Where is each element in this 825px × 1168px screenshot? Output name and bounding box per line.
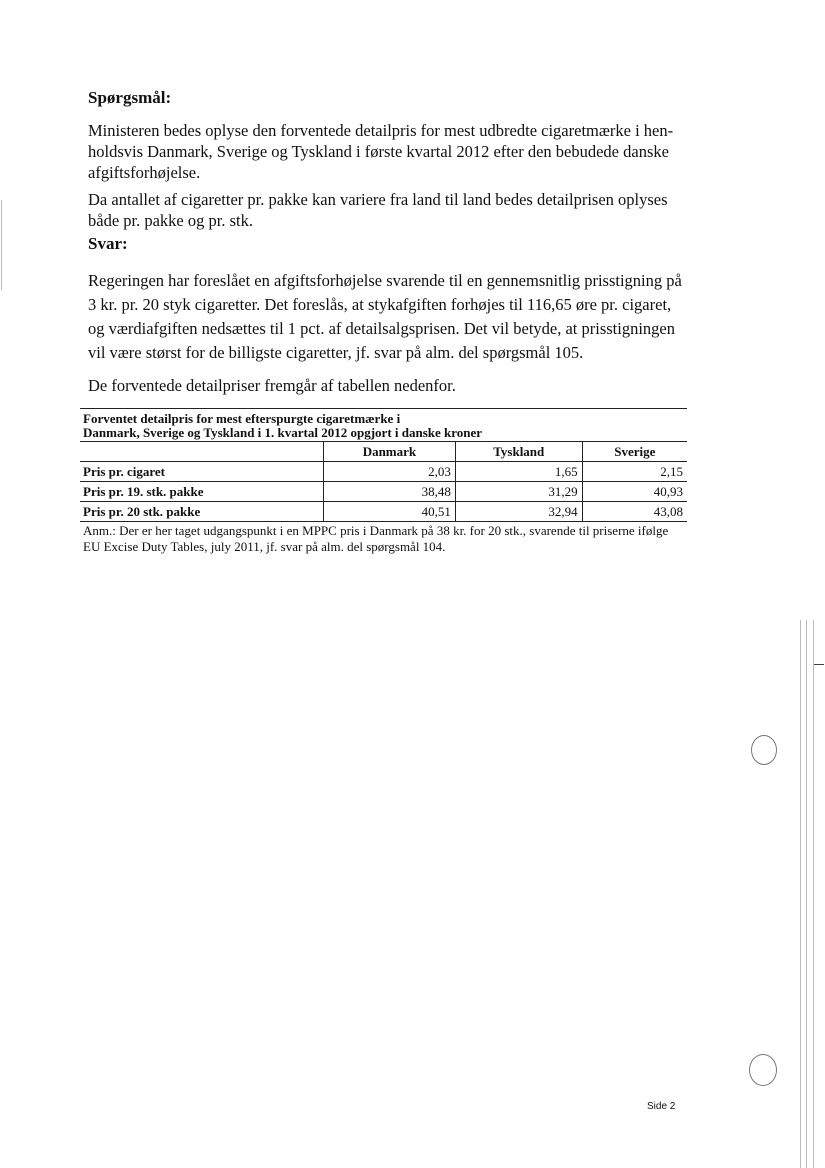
row-label: Pris pr. 19. stk. pakke bbox=[80, 482, 324, 502]
table-row bbox=[80, 502, 687, 522]
question-paragraph-1: Ministeren bedes oplyse den forventede detailpris for mest udbredte cigaretmærke i hen-holdsvis Danmark, Sverige og Tyskland i første kvartal 2012 efter den bebudede danske afgiftsforhøjelse. bbox=[88, 121, 674, 182]
scan-edge-line bbox=[813, 620, 814, 1168]
answer-heading: Svar: bbox=[88, 234, 128, 253]
cell-sverige: 43,08 bbox=[582, 502, 687, 522]
column-header-tyskland: Tyskland bbox=[455, 442, 582, 462]
cell-danmark: 2,03 bbox=[324, 462, 456, 482]
cell-tyskland: 1,65 bbox=[455, 462, 582, 482]
price-table-block bbox=[80, 408, 687, 555]
cell-danmark: 38,48 bbox=[324, 482, 456, 502]
column-header-danmark: Danmark bbox=[324, 442, 456, 462]
table-row bbox=[80, 462, 687, 482]
scan-edge-line bbox=[800, 620, 801, 1168]
cell-danmark: 40,51 bbox=[324, 502, 456, 522]
table-header-stub bbox=[80, 442, 324, 462]
scan-edge-line bbox=[806, 620, 807, 1168]
scan-edge-left bbox=[1, 200, 2, 290]
cell-sverige: 40,93 bbox=[582, 482, 687, 502]
table-caption-line-1: Forventet detailpris for mest efterspurgte cigaretmærke i bbox=[83, 411, 401, 426]
scan-margin-tick bbox=[814, 664, 824, 665]
question-heading: Spørgsmål: bbox=[88, 88, 172, 107]
answer-paragraph-1: Regeringen har foreslået en afgiftsforhøjelse svarende til en gennemsnitlig prisstigning på 3 kr. pr. 20 styk cigaretter. Det foreslås, at stykafgiften forhøjes til 116,65 øre pr. cigaret, og værdiafgiften nedsættes til 1 pct. af detailsalgsprisen. Det vil betyde, at prisstigningen vil være størst for de billigste cigaretter, jf. svar på alm. del spørgsmål 105. bbox=[88, 271, 682, 362]
price-table bbox=[80, 441, 687, 522]
punch-hole-mark bbox=[749, 1054, 777, 1086]
table-header-row bbox=[80, 442, 687, 462]
cell-tyskland: 32,94 bbox=[455, 502, 582, 522]
cell-tyskland: 31,29 bbox=[455, 482, 582, 502]
column-header-sverige: Sverige bbox=[582, 442, 687, 462]
punch-hole-mark bbox=[751, 735, 777, 765]
cell-sverige: 2,15 bbox=[582, 462, 687, 482]
table-caption bbox=[80, 409, 687, 440]
table-row bbox=[80, 482, 687, 502]
table-note: Anm.: Der er her taget udgangspunkt i en MPPC pris i Danmark på 38 kr. for 20 stk., svarende til priserne ifølge EU Excise Duty Tables, july 2011, jf. svar på alm. del spørgsmål 104. bbox=[83, 523, 669, 554]
row-label: Pris pr. 20 stk. pakke bbox=[80, 502, 324, 522]
question-paragraph-2: Da antallet af cigaretter pr. pakke kan variere fra land til land bedes detailprisen oplyses både pr. pakke og pr. stk. bbox=[88, 190, 668, 230]
table-caption-line-2: Danmark, Sverige og Tyskland i 1. kvartal 2012 opgjort i danske kroner bbox=[83, 425, 483, 440]
page-number: Side 2 bbox=[647, 1101, 676, 1112]
answer-paragraph-2: De forventede detailpriser fremgår af tabellen nedenfor. bbox=[88, 376, 456, 395]
row-label: Pris pr. cigaret bbox=[80, 462, 324, 482]
